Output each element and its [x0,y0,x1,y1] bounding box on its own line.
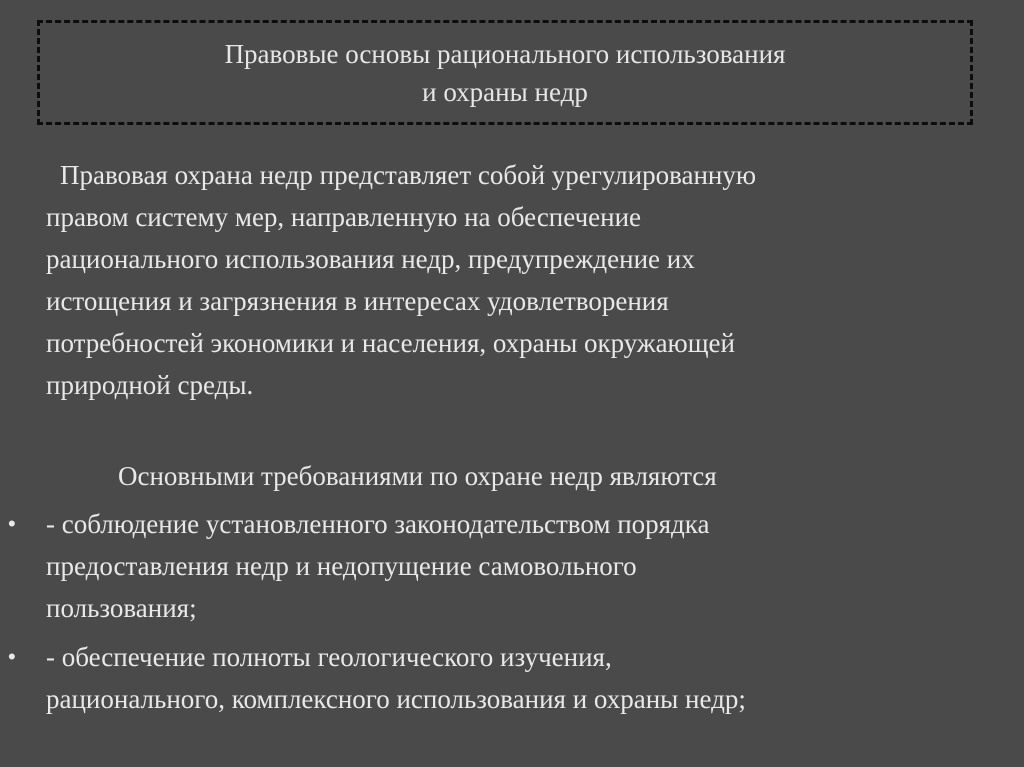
requirement-item-2-line-2: рационального, комплексного использования и охраны недр; [46,684,746,714]
slide-title-box [37,20,973,125]
intro-paragraph [46,154,976,406]
bullet-dot-icon: • [8,511,16,536]
intro-line-2: правом систему мер, направленную на обеспечение [46,202,642,232]
intro-line-1: Правовая охрана недр представляет собой урегулированную [60,160,757,190]
slide-title-line-1: Правовые основы рационального использования [224,38,786,69]
requirement-item-1-line-1: - соблюдение установленного законодательством порядка [46,509,710,539]
requirement-item-1-line-3: пользования; [46,593,197,623]
requirement-item-1-text [46,503,710,629]
requirements-heading: Основными требованиями по охране недр являются [118,461,717,491]
requirement-item-1-line-2: предоставления недр и недопущение самовольного [46,551,637,581]
requirement-item-2-text [46,636,746,720]
slide-title-line-2: и охраны недр [422,76,588,107]
bullet-dot-icon: • [8,644,16,669]
intro-line-5: потребностей экономики и населения, охраны окружающей [46,328,735,358]
intro-line-6: природной среды. [46,370,254,400]
intro-line-3: рационального использования недр, предупреждение их [46,244,695,274]
requirement-item-2-line-1: - обеспечение полноты геологического изучения, [46,642,612,672]
intro-line-4: истощения и загрязнения в интересах удовлетворения [46,286,669,316]
